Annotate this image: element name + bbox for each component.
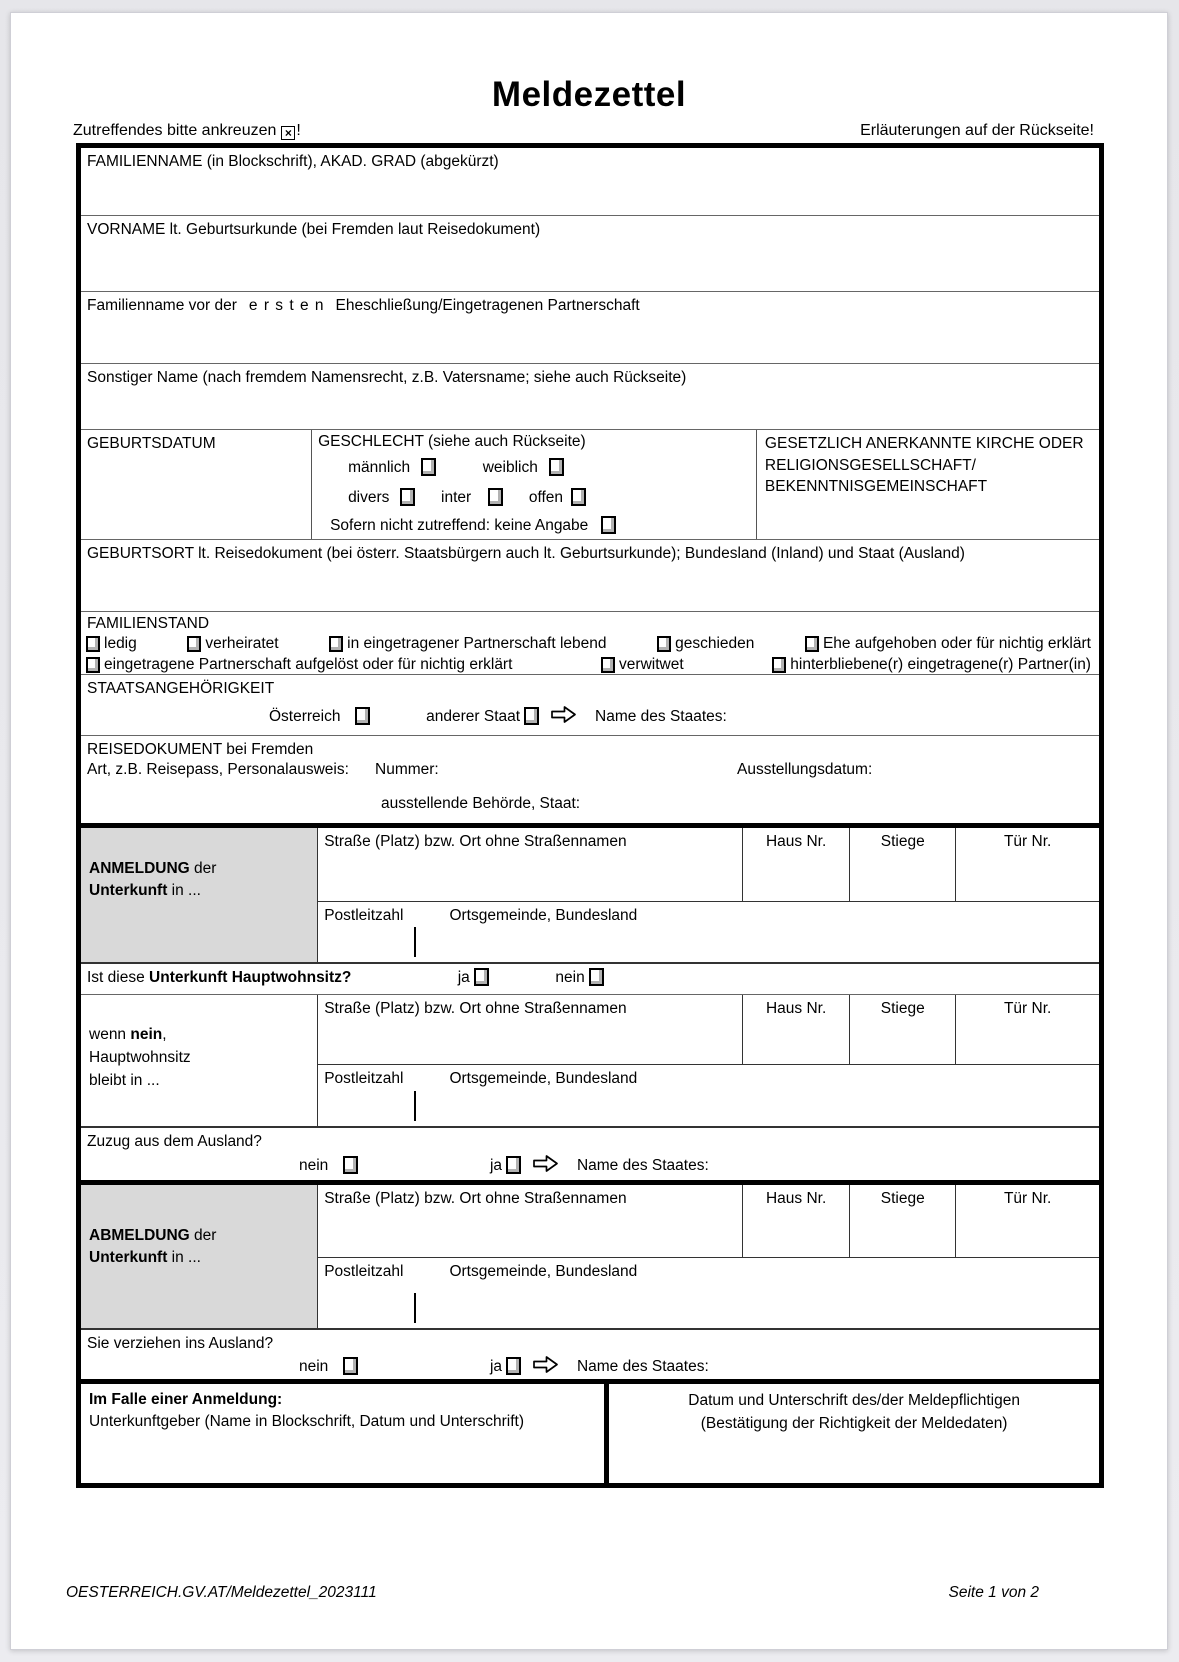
wenn-nein-strasse-field[interactable] [318, 995, 742, 1064]
signature-left-bold: Im Falle einer Anmeldung: [89, 1391, 283, 1408]
geschlecht-row2 [348, 488, 750, 507]
checkbox-ehe-aufgehoben[interactable] [805, 636, 819, 652]
staatsangehoerigkeit-label: STAATSANGEHÖRIGKEIT [87, 680, 275, 697]
page-title: Meldezettel [491, 75, 687, 114]
abmeldung-tuernr-field[interactable] [955, 1185, 1099, 1257]
signature-row [81, 1379, 1099, 1483]
row-geburt-geschlecht-kirche [81, 429, 1099, 539]
label-strasse: Straße (Platz) bzw. Ort ohne Straßennamen [324, 1000, 627, 1017]
checkbox-zuzug-nein[interactable] [343, 1156, 358, 1174]
checkbox-inter[interactable] [488, 488, 503, 506]
plz-divider-tick [414, 927, 416, 957]
wenn-nein-hausnr-field[interactable] [742, 995, 849, 1064]
field-vorname-label: VORNAME lt. Geburtsurkunde (bei Fremden laut Reisedokument) [87, 221, 541, 238]
field-geburtsdatum[interactable] [81, 430, 311, 539]
anmeldung-stiege-field[interactable] [849, 828, 955, 901]
label-name-des-staates: Name des Staates: [595, 708, 727, 725]
checkbox-hinterbliebener-partner[interactable] [772, 657, 786, 673]
checkbox-verziehen-ja[interactable] [506, 1357, 521, 1375]
option-ledig [86, 634, 137, 655]
field-familienname-vor-ehe-label [81, 292, 1099, 316]
abmeldung-unterkunft-rest: in ... [167, 1249, 201, 1266]
hauptwohnsitz-frage [81, 962, 1099, 994]
label-stiege: Stiege [880, 1000, 925, 1017]
page-footer [11, 1488, 1167, 1602]
wenn-nein-bold: nein [130, 1026, 163, 1043]
label-weiblich: weiblich [482, 459, 538, 476]
familienname-vor-post: Eheschließung/Eingetragenen Partnerschaft [335, 297, 640, 314]
wenn-pre: wenn [89, 1026, 131, 1043]
label-divers: divers [348, 489, 390, 506]
wenn-nein-block [81, 994, 1099, 1126]
label-ortsgemeinde: Ortsgemeinde, Bundesland [449, 907, 638, 924]
label-inter: inter [441, 489, 472, 506]
label-reisedokument-art: Art, z.B. Reisepass, Personalausweis: [87, 761, 349, 778]
field-sonstiger-name[interactable] [81, 363, 1099, 429]
checkbox-weiblich[interactable] [549, 458, 564, 476]
field-familienstand [81, 611, 1099, 674]
anmeldung-hausnr-field[interactable] [742, 828, 849, 901]
anmeldung-label-cell [81, 828, 318, 962]
label-verziehen-ja: ja [489, 1358, 503, 1375]
verziehen-options [299, 1355, 1099, 1376]
checkbox-divers[interactable] [400, 488, 415, 506]
label-tuernr: Tür Nr. [1003, 1000, 1052, 1017]
label-stiege: Stiege [880, 833, 925, 850]
hauptwohnsitz-pre: Ist diese [87, 969, 150, 986]
label-ehe-aufgehoben: Ehe aufgehoben oder für nichtig erklärt [822, 635, 1091, 652]
zuzug-frage-label: Zuzug aus dem Ausland? [87, 1133, 262, 1150]
anmeldung-bold: ANMELDUNG [89, 860, 190, 877]
abmeldung-hausnr-field[interactable] [742, 1185, 849, 1257]
label-tuernr: Tür Nr. [1003, 1190, 1052, 1207]
instruction-left [73, 122, 301, 140]
unterkunftgeber-field[interactable] [81, 1384, 604, 1483]
field-geburtsort[interactable] [81, 539, 1099, 611]
anmeldung-address [318, 828, 1099, 962]
label-hauptwohnsitz-nein: nein [555, 969, 585, 986]
checkbox-hauptwohnsitz-ja[interactable] [474, 968, 489, 986]
option-eingetragene-partnerschaft [329, 634, 606, 655]
label-maennlich: männlich [348, 459, 411, 476]
label-anderer-staat: anderer Staat [426, 708, 521, 725]
anmeldung-label-line2 [89, 880, 309, 902]
label-zuzug-nein: nein [299, 1157, 329, 1174]
checkbox-geschieden[interactable] [657, 636, 671, 652]
label-ortsgemeinde: Ortsgemeinde, Bundesland [449, 1070, 638, 1087]
instruction-left-excl: ! [296, 122, 301, 139]
familienname-vor-spaced: e r s t e n [248, 297, 324, 314]
anmeldung-block [81, 823, 1099, 962]
abmeldung-unterkunft-bold: Unterkunft [89, 1249, 168, 1266]
zuzug-options [299, 1154, 1099, 1175]
label-hausnr: Haus Nr. [765, 833, 827, 850]
wenn-nein-address-top [318, 995, 1099, 1065]
checkbox-anderer-staat[interactable] [524, 707, 539, 725]
label-hinterbliebener-partner: hinterbliebene(r) eingetragene(r) Partner(in) [790, 655, 1091, 673]
label-hausnr: Haus Nr. [765, 1190, 827, 1207]
label-verheiratet: verheiratet [205, 635, 279, 652]
plz-divider-tick [414, 1293, 416, 1323]
wenn-nein-address [318, 995, 1099, 1126]
field-kirche[interactable] [756, 430, 1099, 539]
staatsangehoerigkeit-options [269, 705, 1099, 726]
meldezettel-form [76, 143, 1104, 1488]
label-stiege: Stiege [880, 1190, 925, 1207]
checkbox-keine-angabe[interactable] [601, 516, 616, 534]
abmeldung-strasse-field[interactable] [318, 1185, 742, 1257]
field-sonstiger-name-label: Sonstiger Name (nach fremdem Namensrecht, z.B. Vatersname; siehe auch Rückseite) [87, 369, 687, 386]
label-offen: offen [528, 489, 564, 506]
field-vorname[interactable] [81, 215, 1099, 291]
zuzug-frage [81, 1126, 1099, 1180]
abmeldung-bold: ABMELDUNG [89, 1227, 190, 1244]
footer-page-number: Seite 1 von 2 [948, 1584, 1039, 1601]
checkbox-verheiratet[interactable] [187, 636, 201, 652]
checkbox-maennlich[interactable] [421, 458, 436, 476]
meldepflichtiger-signature-field[interactable] [604, 1384, 1099, 1483]
wenn-nein-line3: bleibt in ... [89, 1072, 160, 1089]
label-verwitwet: verwitwet [619, 655, 684, 673]
wenn-nein-line1 [89, 1023, 309, 1046]
field-kirche-label: GESETZLICH ANERKANNTE KIRCHE ODER RELIGIONSGESELLSCHAFT/ BEKENNTNISGEMEINSCHAFT [764, 435, 1084, 495]
checkbox-zuzug-ja[interactable] [506, 1156, 521, 1174]
anmeldung-tuernr-field[interactable] [955, 828, 1099, 901]
geschlecht-row3 [330, 516, 750, 535]
label-hausnr: Haus Nr. [765, 1000, 827, 1017]
instruction-right: Erläuterungen auf der Rückseite! [860, 122, 1094, 139]
label-keine-angabe: Sofern nicht zutreffend: keine Angabe [330, 517, 589, 534]
label-geschieden: geschieden [675, 635, 755, 652]
checkbox-eingetragene-partnerschaft[interactable] [329, 636, 343, 652]
label-zuzug-staat: Name des Staates: [576, 1157, 709, 1174]
reisedokument-label: REISEDOKUMENT bei Fremden [87, 741, 314, 758]
anmeldung-address-top [318, 828, 1099, 902]
familienstand-label: FAMILIENSTAND [87, 615, 210, 632]
geschlecht-row1 [348, 458, 750, 477]
label-strasse: Straße (Platz) bzw. Ort ohne Straßennamen [324, 833, 627, 850]
signature-right-line2: (Bestätigung der Richtigkeit der Meldedaten) [700, 1415, 1008, 1432]
field-geschlecht [311, 430, 756, 539]
wenn-post: , [162, 1026, 167, 1043]
field-geburtsort-label: GEBURTSORT lt. Reisedokument (bei österr. Staatsbürgern auch lt. Geburtsurkunde); Bundesland (Inland) und Staat (Ausland) [87, 545, 965, 562]
wenn-nein-tuernr-field[interactable] [955, 995, 1099, 1064]
label-postleitzahl: Postleitzahl [324, 1263, 404, 1280]
wenn-nein-plz-field[interactable] [318, 1065, 1099, 1126]
anmeldung-label-line1 [89, 858, 309, 880]
anmeldung-unterkunft-bold: Unterkunft [89, 882, 168, 899]
abmeldung-label-line1 [89, 1225, 309, 1247]
anmeldung-unterkunft-rest: in ... [167, 882, 201, 899]
abmeldung-block [81, 1180, 1099, 1328]
option-ehe-aufgehoben [805, 634, 1091, 655]
label-postleitzahl: Postleitzahl [324, 1070, 404, 1087]
signature-right-line1: Datum und Unterschrift des/der Meldepflichtigen [688, 1392, 1020, 1409]
anmeldung-strasse-field[interactable] [318, 828, 742, 901]
field-reisedokument[interactable] [81, 735, 1099, 823]
checkbox-hauptwohnsitz-nein[interactable] [589, 968, 604, 986]
familienname-vor-pre: Familienname vor der [87, 297, 237, 314]
abmeldung-label-line2 [89, 1247, 309, 1269]
checkbox-oesterreich[interactable] [355, 707, 370, 725]
reisedokument-line2 [81, 759, 1099, 779]
label-tuernr: Tür Nr. [1003, 833, 1052, 850]
label-ausstellungsdatum: Ausstellungsdatum: [737, 761, 873, 778]
option-geschieden [657, 634, 754, 655]
anmeldung-rest: der [189, 860, 217, 877]
verziehen-frage [81, 1328, 1099, 1379]
form-sheet [10, 12, 1168, 1650]
option-verheiratet [187, 634, 278, 655]
label-verziehen-staat: Name des Staates: [576, 1358, 709, 1375]
instruction-row [11, 115, 1167, 143]
option-partnerschaft-aufgeloest [86, 655, 512, 676]
plz-divider-tick [414, 1091, 416, 1121]
abmeldung-address [318, 1185, 1099, 1328]
field-familienname[interactable] [81, 148, 1099, 215]
abmeldung-stiege-field[interactable] [849, 1185, 955, 1257]
option-hinterbliebener-partner [772, 655, 1091, 676]
wenn-nein-stiege-field[interactable] [849, 995, 955, 1064]
label-zuzug-ja: ja [489, 1157, 503, 1174]
arrow-right-icon [532, 1154, 559, 1173]
label-postleitzahl: Postleitzahl [324, 907, 404, 924]
label-partnerschaft-aufgeloest: eingetragene Partnerschaft aufgelöst oder für nichtig erklärt [104, 655, 513, 673]
label-oesterreich: Österreich [269, 708, 341, 725]
checkbox-ledig[interactable] [86, 636, 100, 652]
field-staatsangehoerigkeit [81, 674, 1099, 735]
arrow-right-icon [550, 705, 577, 724]
wenn-nein-line2: Hauptwohnsitz [89, 1049, 191, 1066]
label-ortsgemeinde: Ortsgemeinde, Bundesland [449, 1263, 638, 1280]
checkbox-verwitwet[interactable] [601, 657, 615, 673]
abmeldung-rest: der [189, 1227, 217, 1244]
label-verziehen-nein: nein [299, 1358, 329, 1375]
familienstand-row2 [81, 655, 1099, 676]
field-geburtsdatum-label: GEBURTSDATUM [87, 435, 216, 452]
abmeldung-address-top [318, 1185, 1099, 1258]
field-familienname-label: FAMILIENNAME (in Blockschrift), AKAD. GRAD (abgekürzt) [87, 153, 499, 170]
abmeldung-plz-field[interactable] [318, 1258, 1099, 1328]
label-eingetragene-partnerschaft: in eingetragener Partnerschaft lebend [347, 635, 607, 652]
checkbox-offen[interactable] [571, 488, 586, 506]
footer-document-id: OESTERREICH.GV.AT/Meldezettel_2023111 [66, 1584, 377, 1601]
wenn-nein-label-cell [81, 995, 318, 1126]
familienstand-row1 [81, 634, 1099, 655]
label-reisedokument-nummer: Nummer: [375, 761, 439, 778]
ballot-x-icon: × [281, 126, 295, 140]
label-strasse: Straße (Platz) bzw. Ort ohne Straßennamen [324, 1190, 627, 1207]
field-familienname-vor-ehe[interactable] [81, 291, 1099, 363]
arrow-right-icon [532, 1355, 559, 1374]
anmeldung-plz-field[interactable] [318, 902, 1099, 962]
signature-left-rest: Unterkunftgeber (Name in Blockschrift, Datum und Unterschrift) [89, 1413, 525, 1430]
abmeldung-label-cell [81, 1185, 318, 1328]
checkbox-verziehen-nein[interactable] [343, 1357, 358, 1375]
instruction-left-text: Zutreffendes bitte ankreuzen [73, 122, 277, 139]
label-hauptwohnsitz-ja: ja [457, 969, 470, 986]
label-ledig: ledig [104, 635, 137, 652]
hauptwohnsitz-bold: Unterkunft Hauptwohnsitz? [149, 969, 352, 986]
label-ausstellende-behoerde: ausstellende Behörde, Staat: [381, 795, 581, 812]
geschlecht-label: GESCHLECHT (siehe auch Rückseite) [318, 433, 586, 450]
checkbox-partnerschaft-aufgeloest[interactable] [86, 657, 100, 673]
verziehen-frage-label: Sie verziehen ins Ausland? [87, 1335, 274, 1352]
option-verwitwet [601, 655, 684, 676]
